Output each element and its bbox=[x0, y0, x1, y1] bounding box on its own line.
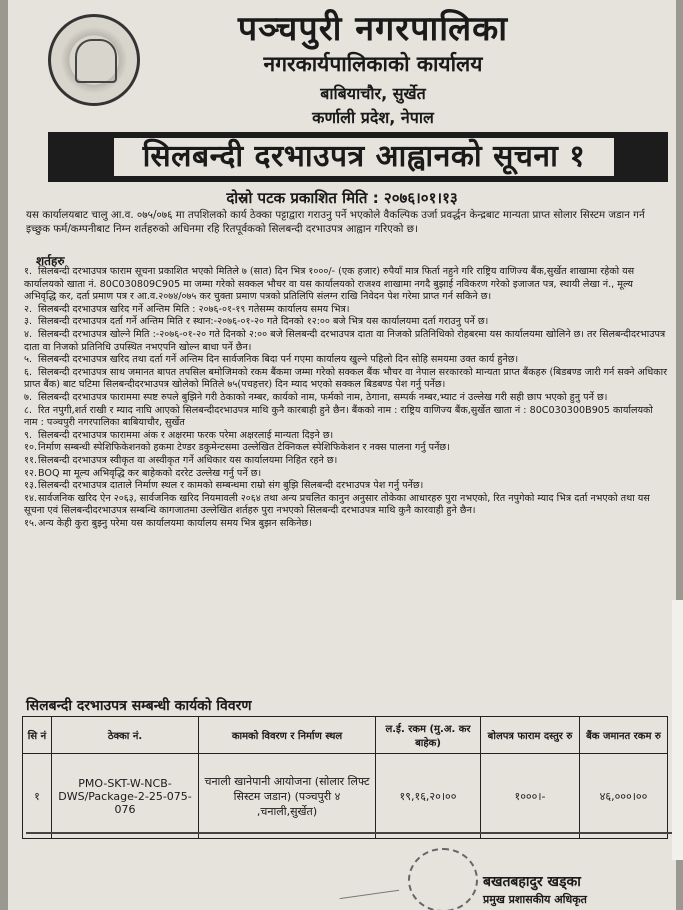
term-item: १५.अन्य केही कुरा बुझ्नु परेमा यस कार्यालयमा कार्यालय समय भित्र बुझन सकिनेछ। bbox=[24, 517, 312, 529]
intro-paragraph: यस कार्यालयबाट चालु आ.व. ०७५/०७६ मा तपशिलको कार्य ठेक्का पट्टाद्वारा गराउनु पर्ने भएकोले वैकल्पिक उर्जा प्रवर्द्धन केन्द्रबाट मान्यता प्राप्त सोलार सिस्टम जडान गर्न इच्छुक फर्म/कम्पनीबाट निम्न शर्तहरुको अधिनमा रहि रितपूर्वकको सिलबन्दी दरभाउपत्र आह्वान गरिएको छ। bbox=[26, 209, 645, 235]
col-header: बोलपत्र फाराम दस्तुर रु bbox=[481, 717, 580, 754]
cell-estimate: १९,१६,२०।०० bbox=[376, 754, 481, 839]
term-item: १२.BOQ मा मूल्य अभिवृद्धि कर बाहेकको दररेट उल्लेख गर्नु पर्ने छ। bbox=[24, 467, 262, 479]
notice-title: सिलबन्दी दरभाउपत्र आह्वानको सूचना १ bbox=[114, 138, 614, 176]
municipality-emblem-icon bbox=[48, 14, 140, 106]
office-address: बाबियाचौर, सुर्खेत bbox=[320, 84, 426, 103]
cell-sn: १ bbox=[23, 754, 52, 839]
col-header: कामको विवरण र निर्माण स्थल bbox=[199, 717, 376, 754]
term-item: ४. सिलबन्दी दरभाउपत्र खोल्ने मिति :-२०७६-०१-२० गते दिनको २:०० बजे सिलबन्दी दरभाउपत्र दाता वा निजको प्रतिनिधिको रोहबरमा यस कार्यालयमा खोलिने छ। तर सिलबन्दीदरभाउपत्र दाता वा निजको प्रतिनिधि उपस्थित नभएपनि खोल्न बाधा पर्ने छैन। bbox=[24, 328, 666, 353]
title-banner bbox=[48, 132, 668, 182]
col-header: ठेक्का नं. bbox=[52, 717, 199, 754]
works-heading: सिलबन्दी दरभाउपत्र सम्बन्धी कार्यको विवरण bbox=[26, 698, 252, 714]
table-header-row bbox=[23, 717, 668, 754]
col-header: ल.ई. रकम (मु.अ. कर बाहेक) bbox=[376, 717, 481, 754]
adjacent-page-edge bbox=[672, 600, 683, 860]
term-item: १४.सार्वजनिक खरिद ऐन २०६३, सार्वजनिक खरिद नियमावली २०६४ तथा अन्य प्रचलित कानुन अनुसार तोकेका आधारहरु पुरा नभएको, रित नपुगेको म्याद भित्र दर्ता नभएको तथा यस सूचना एवं सिलबन्दीदरभाउपत्र सम्बन्धि कागजातमा उल्लेखित शर्तहरु पुरा नभएको सिलबन्दी दरभाउपत्र माथि कुनै कारवाही हुने छैन। bbox=[24, 492, 650, 517]
term-item: १. सिलबन्दी दरभाउपत्र फाराम सूचना प्रकाशित भएको मितिले ७ (सात) दिन भित्र १०००/- (एक हजार) रुपैयाँ मात्र फिर्ता नहुने गरि राष्ट्रिय वाणिज्य बैंक,सुर्खेत शाखामा रहेको यस कार्यालयको खाता नं. 80C030809C905 मा जम्मा गरेको सक्कल भौचर वा यस कार्यालयको राजश्व शाखामा नगदै बुझाई नविकरण गरेको इजाजत पत्र, स्थायी लेखा नं., मूल्य अभिवृद्धि कर, दर्ता प्रमाण पत्र र आ.व.२०७४/०७५ कर चुक्ता प्रमाण पत्रको प्रतिलिपि संलग्न राखि निवेदन पेश गरेमा प्राप्त गर्न सकिने छ। bbox=[24, 266, 635, 303]
term-item: ९. सिलबन्दी दरभाउपत्र फाराममा अंक र अक्षरमा फरक परेमा अक्षरलाई मान्यता दिइने छ। bbox=[24, 429, 334, 441]
term-item: ८. रित नपुगी,शर्त राखी र म्याद नाघि आएको सिलबन्दीदरभाउपत्र माथि कुनै कारबाही हुने छैन। बैंकको नाम : राष्ट्रिय वाणिज्य बैंक,सुर्खेत खाता नं : 80C030300B905 कार्यालयको नाम : पञ्चपुरी नगरपालिका बाबियाचौर, सुर्खेत bbox=[24, 404, 653, 429]
works-table bbox=[22, 716, 668, 839]
term-item: ६. सिलबन्दी दरभाउपत्र साथ जमानत बापत तपसिल बमोजिमको रकम बैंकमा जम्मा गरेको सक्कल बैंक भौचर वा नेपाल सरकारको मान्यता प्राप्त बैंकहरु (बिडबण्ड जारी गर्न सक्ने अधिकार प्राप्त बैंक) बाट घटिमा सिलबन्दीदरभाउपत्र खोलेको मितिले ७५(पचहत्तर) दिन म्याद भएको सक्कल बिडबण्ड पेश गर्नु पर्नेछ। bbox=[24, 366, 668, 391]
table-row bbox=[23, 754, 668, 839]
notice-sheet bbox=[8, 0, 676, 910]
term-item: १०.निर्माण सम्बन्धी स्पेशिफिकेशनको हकमा टेण्डर डकुमेन्टसमा उल्लेखित टेक्निकल स्पेशिफिकेशन र नक्स पालना गर्नु पर्नेछ। bbox=[24, 442, 450, 454]
published-date: दोस्रो पटक प्रकाशित मिति : २०७६।०१।१३ bbox=[226, 189, 458, 207]
signatory-role: प्रमुख प्रशासकीय अधिकृत bbox=[483, 893, 587, 906]
term-item: ७. सिलबन्दी दरभाउपत्र फाराममा स्पष्ट रुपले बुझिने गरी ठेकाको नम्बर, कार्यको नाम, फर्मको नाम, ठेगाना, सम्पर्क नम्बर,भ्याट नं उल्लेख गरी सही छाप भएको हुनु पर्ने छ। bbox=[24, 391, 608, 403]
cell-form-fee: १०००।- bbox=[481, 754, 580, 839]
col-header: सि नं bbox=[23, 717, 52, 754]
cell-bank-guarantee: ४६,०००।०० bbox=[580, 754, 668, 839]
cell-description: चनाली खानेपानी आयोजना (सोलार लिफ्ट सिस्टम जडान) (पञ्चपुरी ४ ,चनाली,सुर्खेत) bbox=[199, 754, 376, 839]
signatory-name: बखतबहादुर खड्का bbox=[483, 874, 581, 890]
office-stamp-icon bbox=[408, 848, 478, 910]
org-name: पञ्चपुरी नगरपालिका bbox=[237, 9, 509, 49]
province-name: कर्णाली प्रदेश, नेपाल bbox=[312, 108, 434, 127]
terms-list bbox=[24, 266, 668, 530]
terms-heading: शर्तहरु bbox=[36, 254, 65, 268]
term-item: ३. सिलबन्दी दरभाउपत्र दर्ता गर्ने अन्तिम मिति र स्थान:-२०७६-०१-२० गते दिनको १२:०० बजे भित्र यस कार्यालयमा दर्ता गराउनु पर्ने छ। bbox=[24, 316, 489, 328]
term-item: ५. सिलबन्दी दरभाउपत्र खरिद तथा दर्ता गर्ने अन्तिम दिन सार्वजनिक बिदा पर्न गएमा कार्यालय खुल्ने पहिलो दिन सोहि समयमा उक्त कार्य हुनेछ। bbox=[24, 354, 519, 366]
term-item: २. सिलबन्दी दरभाउपत्र खरिद गर्ने अन्तिम मिति : २०७६-०१-१९ गतेसम्म कार्यालय समय भित्र। bbox=[24, 303, 350, 315]
office-name: नगरकार्यपालिकाको कार्यालय bbox=[263, 52, 483, 76]
cell-contract-no: PMO-SKT-W-NCB-DWS/Package-2-25-075-076 bbox=[52, 754, 199, 839]
col-header: बैंक जमानत रकम रु bbox=[580, 717, 668, 754]
term-item: १३.सिलबन्दी दरभाउपत्र दाताले निर्माण स्थल र कामको सम्बन्धमा राम्रो संग बुझि सिलबन्दी दरभाउपत्र पेश गर्नु पर्नेछ। bbox=[24, 480, 424, 492]
term-item: ११.सिलबन्दी दरभाउपत्र स्वीकृत वा अस्वीकृत गर्ने अधिकार यस कार्यालयमा निहित रहने छ। bbox=[24, 454, 338, 466]
